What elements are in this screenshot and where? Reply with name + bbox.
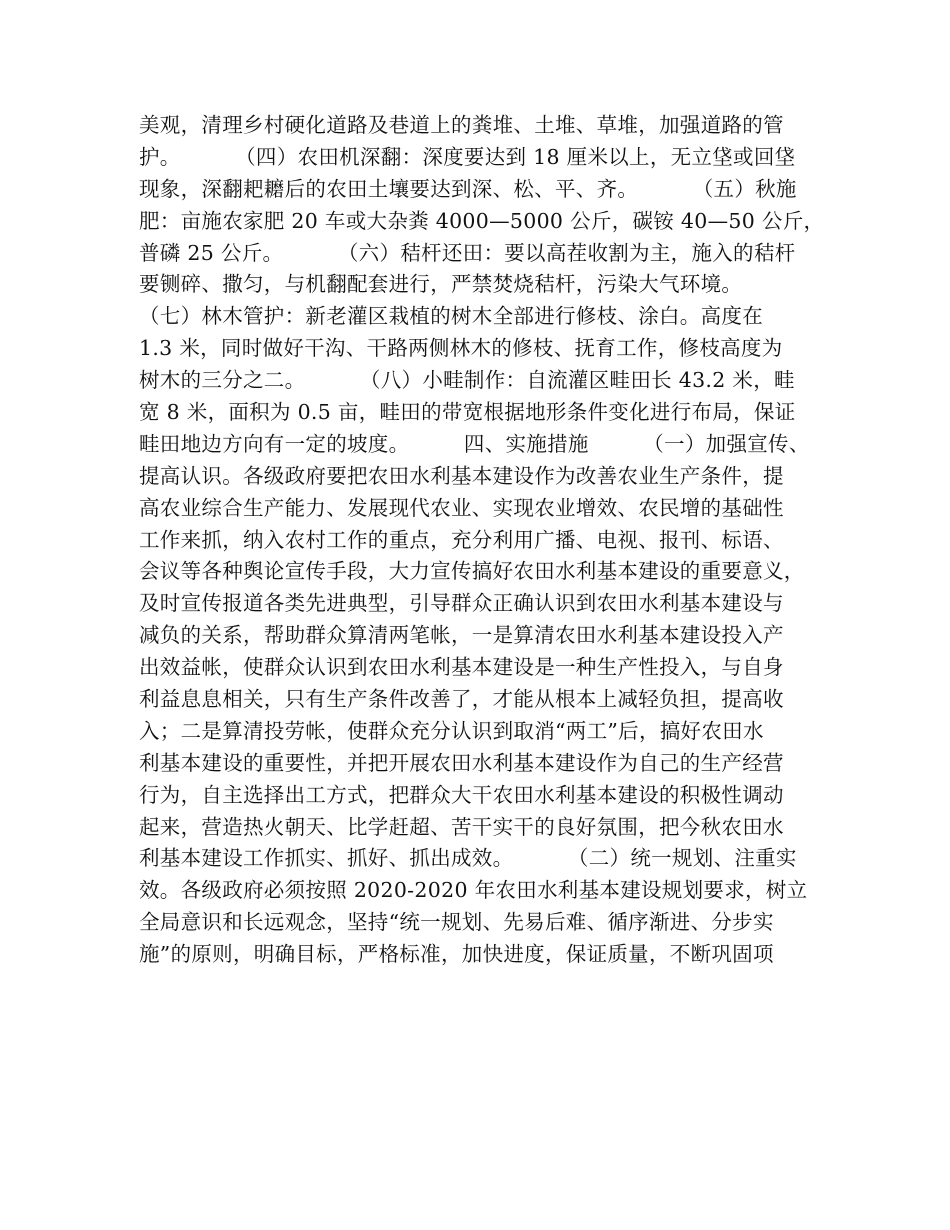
text-line: 普磷 25 公斤。 （六）秸杆还田：要以高茬收割为主，施入的秸杆	[139, 240, 796, 265]
text-line: 护。 （四）农田机深翻：深度要达到 18 厘米以上，无立垡或回垡	[139, 144, 796, 169]
body-text	[139, 110, 829, 971]
text-line: 美观，清理乡村硬化道路及巷道上的粪堆、土堆、草堆，加强道路的管	[139, 113, 784, 137]
text-line: 行为，自主选择出工方式，把群众大干农田水利基本建设的积极性调动	[139, 782, 784, 807]
text-line: 提高认识。各级政府要把农田水利基本建设作为改善农业生产条件，提	[139, 463, 784, 488]
text-line: 宽 8 米，面积为 0.5 亩，畦田的带宽根据地形条件变化进行布局，保证	[139, 400, 796, 425]
text-line: 减负的关系，帮助群众算清两笔帐，一是算清农田水利基本建设投入产	[139, 623, 784, 648]
text-line: 效。各级政府必须按照 2020-2020 年农田水利基本建设规划要求，树立	[139, 878, 808, 903]
text-line: 会议等各种舆论宣传手段，大力宣传搞好农田水利基本建设的重要意义，	[139, 559, 805, 584]
text-line: 1.3 米，同时做好干沟、干路两侧林木的修枝、抚育工作，修枝高度为	[139, 336, 783, 361]
text-line: 肥：亩施农家肥 20 车或大杂粪 4000—5000 公斤，碳铵 40—50 公斤，	[139, 208, 825, 233]
text-line: 施”的原则，明确目标，严格标准，加快进度，保证质量，不断巩固项	[139, 942, 774, 967]
text-line: 起来，营造热火朝天、比学赶超、苦干实干的良好氛围，把今秋农田水	[139, 814, 784, 839]
text-line: 现象，深翻耙耱后的农田土壤要达到深、松、平、齐。 （五）秋施	[139, 176, 797, 201]
text-line: 出效益帐，使群众认识到农田水利基本建设是一种生产性投入，与自身	[139, 655, 784, 680]
text-line: 全局意识和长远观念，坚持“统一规划、先易后难、循序渐进、分步实	[139, 910, 774, 935]
text-line: （七）林木管护：新老灌区栽植的树木全部进行修枝、涂白。高度在	[139, 304, 763, 329]
text-line: 入；二是算清投劳帐，使群众充分认识到取消“两工”后，搞好农田水	[139, 718, 764, 743]
text-line: 畦田地边方向有一定的坡度。 四、实施措施 （一）加强宣传、	[139, 431, 810, 456]
text-line: 要铡碎、撒匀，与机翻配套进行，严禁焚烧秸杆，污染大气环境。	[139, 272, 743, 297]
text-line: 工作来抓，纳入农村工作的重点，充分利用广播、电视、报刊、标语、	[139, 527, 784, 552]
text-line: 树木的三分之二。 （八）小畦制作：自流灌区畦田长 43.2 米，畦	[139, 368, 795, 393]
text-line: 利基本建设工作抓实、抓好、抓出成效。 （二）统一规划、注重实	[139, 846, 797, 871]
text-line: 利益息息相关，只有生产条件改善了，才能从根本上减轻负担，提高收	[139, 687, 784, 712]
text-line: 利基本建设的重要性，并把开展农田水利基本建设作为自己的生产经营	[139, 750, 784, 775]
text-line: 及时宣传报道各类先进典型，引导群众正确认识到农田水利基本建设与	[139, 591, 784, 616]
text-line: 高农业综合生产能力、发展现代农业、实现农业增效、农民增的基础性	[139, 495, 784, 520]
